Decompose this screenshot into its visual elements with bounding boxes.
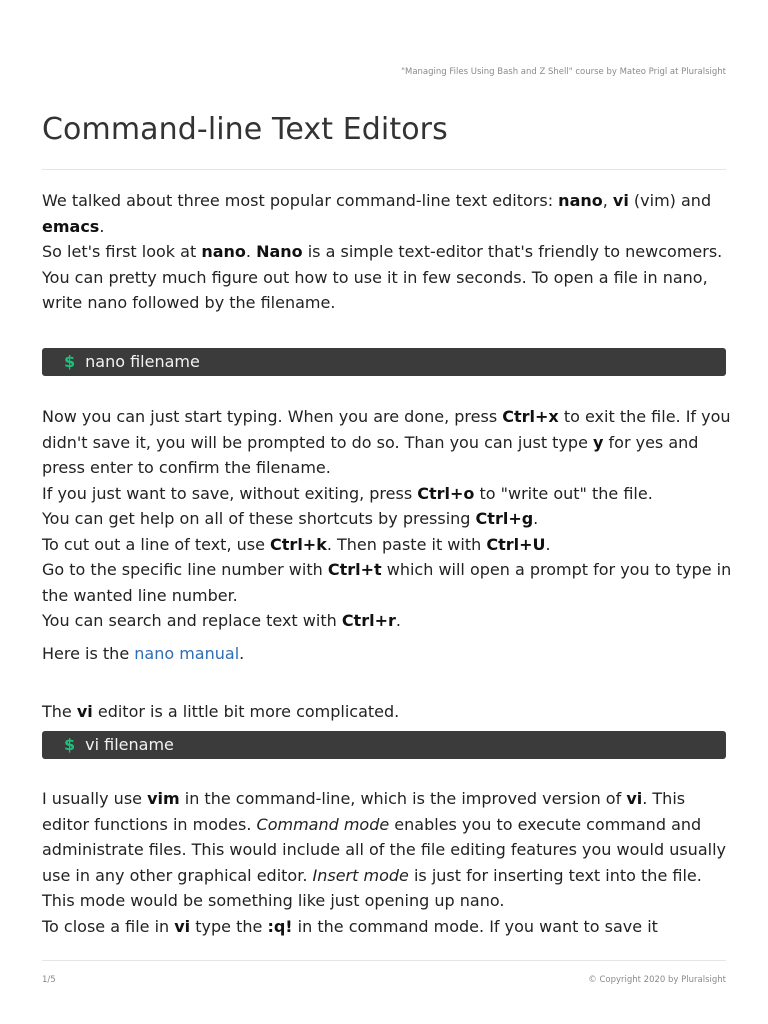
nano-usage-paragraph: Now you can just start typing. When you are done, press Ctrl+x to exit the file. If you didn't save it, you will be prompted to do so. Than you can just type y for yes and press enter to confirm the filename. If you just want to save, without exiting, press Ctrl+o to "write out" the file. You can get help on all of these shortcuts by pressing Ctrl+g. To cut out a line of text, use Ctrl+k. Then paste it with Ctrl+U. Go to the specific line number with Ctrl+t which will open a prompt for you to type in the wanted line number. You can search and replace text with Ctrl+r. — [42, 407, 732, 630]
code-block-nano — [42, 348, 726, 376]
manual-paragraph: Here is the nano manual. — [42, 644, 245, 663]
vim-description-paragraph: I usually use vim in the command-line, which is the improved version of vi. This editor functions in modes. Command mode enables you to execute command and administrate files. This would include all of the file editing features you would usually use in any other graphical editor. Insert mode is just for inserting text into the file. This mode would be something like just opening up nano. To close a file in vi type the :q! in the command mode. If you want to save it — [42, 789, 726, 936]
course-note: "Managing Files Using Bash and Z Shell" course by Mateo Prigl at Pluralsight — [401, 67, 726, 77]
copyright-notice: © Copyright 2020 by Pluralsight — [588, 975, 726, 985]
command-text: nano filename — [85, 352, 200, 371]
page-title: Command-line Text Editors — [42, 112, 448, 147]
vi-intro-paragraph: The vi editor is a little bit more complicated. — [42, 702, 400, 721]
nano-manual-link[interactable]: nano manual — [134, 644, 240, 663]
command-text: vi filename — [85, 735, 174, 754]
code-block-vi — [42, 731, 726, 759]
title-divider — [42, 169, 726, 170]
page-number: 1/5 — [42, 975, 56, 985]
prompt-symbol: $ — [64, 735, 76, 754]
prompt-symbol: $ — [64, 352, 76, 371]
intro-paragraph: We talked about three most popular command-line text editors: nano, vi (vim) and emacs. So let's first look at nano. Nano is a simple text-editor that's friendly to newcomers. You can pretty much figure out how to use it in few seconds. To open a file in nano, write nano followed by the filename. — [42, 191, 723, 312]
footer-divider — [42, 960, 726, 961]
